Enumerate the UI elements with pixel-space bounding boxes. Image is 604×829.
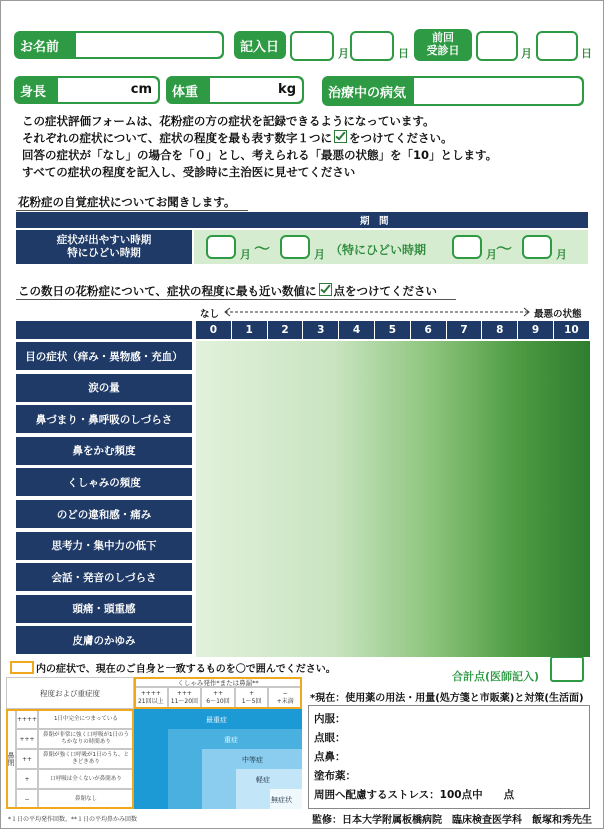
period-worst-label: （特にひどい時期 — [330, 243, 427, 257]
period-title-underline — [16, 210, 248, 211]
nasal-description: 1日中完全につまっている — [38, 709, 134, 729]
scale-column-3: 3 — [303, 321, 338, 339]
scale-column-0: 0 — [196, 321, 231, 339]
scale-column-9: 9 — [518, 321, 553, 339]
scale-question-b: 点をつけてください — [333, 284, 438, 298]
weight-label: 体重 — [172, 84, 199, 100]
prev-visit-label-1: 前回 — [432, 31, 454, 44]
record-month-input[interactable] — [290, 31, 334, 61]
legend-box-icon — [10, 661, 34, 674]
prev-month-unit: 月 — [521, 47, 532, 60]
scale-column-6: 6 — [411, 321, 446, 339]
checkmark-icon — [334, 130, 347, 143]
record-month-unit: 月 — [338, 47, 349, 60]
current-note: *現在：使用薬の用法・用量(処方箋と市販薬)と対策(生活面) — [310, 693, 584, 704]
prev-visit-label-2: 受診日 — [426, 44, 460, 57]
height-label: 身長 — [20, 84, 47, 100]
sneeze-title: くしゃみ発作*または鼻漏** — [134, 677, 302, 687]
scale-arrow — [222, 307, 532, 317]
symptom-label: 鼻づまり・鼻呼吸のしづらさ — [16, 405, 192, 433]
supervisor: 監修：日本大学附属板橋病院 臨床検査医学科 飯塚和秀先生 — [312, 815, 592, 826]
period-tilde-1: 〜 — [254, 239, 271, 258]
worst-start-month-input[interactable] — [452, 235, 482, 259]
prev-visit-label-box — [414, 29, 472, 61]
sneeze-count: 1〜5回 — [241, 698, 262, 705]
period-end-month-unit: 月 — [314, 248, 325, 261]
record-date-label-box — [234, 31, 286, 59]
nasal-description: 鼻閉が非常に強く口呼吸が1日のうちかなりの時間あり — [38, 729, 134, 749]
symptom-label: 思考力・集中力の低下 — [16, 532, 192, 560]
legend-text: 内の症状で、現在のご自身と一致するものを〇で囲んでください。 — [36, 664, 336, 675]
scale-column-8: 8 — [482, 321, 517, 339]
height-field[interactable] — [14, 76, 160, 104]
scale-question-underline — [16, 299, 456, 300]
period-header-bar — [16, 212, 588, 228]
symptom-label: 鼻をかむ頻度 — [16, 437, 192, 465]
total-label: 合計点(医師記入) — [452, 670, 540, 683]
severity-level-3: 軽症 — [256, 776, 270, 784]
severity-level-4: 無症状 — [271, 796, 292, 804]
total-score-input[interactable] — [550, 656, 584, 682]
sneeze-symbol: ++ — [212, 690, 224, 697]
record-day-unit: 日 — [398, 47, 409, 60]
disease-field[interactable] — [322, 76, 584, 106]
sneeze-count: 11〜20回 — [170, 698, 199, 705]
nasal-symbol: − — [16, 789, 38, 809]
nasal-description: 鼻閉なし — [38, 789, 134, 809]
severity-level-2: 中等症 — [242, 756, 263, 764]
symptom-label: 涙の量 — [16, 374, 192, 402]
scale-question-a: この数日の花粉症について、症状の程度に最も近い数値に — [18, 284, 317, 298]
symptom-label: 皮膚のかゆみ — [16, 626, 192, 654]
nasal-label: 鼻閉 — [6, 709, 16, 809]
scale-column-1: 1 — [232, 321, 267, 339]
scale-column-7: 7 — [447, 321, 482, 339]
weight-field[interactable] — [166, 76, 304, 104]
prev-day-input[interactable] — [536, 31, 578, 61]
nasal-symbol: ++++ — [16, 709, 38, 729]
record-day-input[interactable] — [350, 31, 394, 61]
sneeze-highlight — [134, 677, 302, 709]
symptom-label: のどの違和感・痛み — [16, 500, 192, 528]
disease-label: 治療中の病気 — [328, 85, 407, 101]
scale-none-label: なし — [200, 309, 220, 320]
instruction-line-2b: をつけてください。 — [349, 131, 453, 145]
severity-level-0: 最重症 — [206, 716, 227, 724]
scale-grid-background — [196, 341, 590, 657]
nasal-symbol: + — [16, 769, 38, 789]
height-unit: cm — [130, 82, 152, 97]
weight-unit: kg — [278, 82, 296, 97]
period-start-month-unit: 月 — [240, 248, 251, 261]
instruction-line-3: 回答の症状が「なし」の場合を「０」とし、考えられる「最悪の状態」を「10」とします。 — [22, 148, 498, 162]
symptom-label: 目の症状（痒み・異物感・充血） — [16, 342, 192, 370]
sneeze-symbol: − — [282, 690, 288, 697]
severity-level-1: 重症 — [224, 736, 238, 744]
medication-line: 塗布薬： — [314, 770, 356, 782]
severity-table — [6, 677, 304, 811]
scale-column-4: 4 — [339, 321, 374, 339]
instruction-line-2 — [22, 130, 453, 147]
scale-header-left — [16, 321, 192, 339]
medication-line: 点眼： — [314, 732, 346, 744]
symptom-label: くしゃみの頻度 — [16, 468, 192, 496]
medication-line: 内服： — [314, 713, 346, 725]
nasal-description: 口呼吸は全くないが鼻閉あり — [38, 769, 134, 789]
period-row-label — [16, 230, 192, 264]
period-section-title: 花粉症の自覚症状についてお聞きします。 — [18, 195, 236, 209]
sneeze-symbol: +++ — [176, 690, 192, 697]
scale-question — [18, 283, 437, 299]
severity-matrix — [134, 709, 302, 809]
instruction-line-4: すべての症状の程度を記入し、受診時に主治医に見せてください — [22, 165, 356, 179]
scale-column-10: 10 — [554, 321, 589, 339]
sneeze-symbol: ++++ — [140, 690, 161, 697]
medication-line: 周囲へ配慮するストレス：100点中 点 — [314, 789, 515, 801]
period-column-header: 期 間 — [360, 216, 389, 227]
period-row-label-1: 症状が出やすい時期 — [56, 234, 152, 246]
prev-day-unit: 日 — [581, 47, 592, 60]
symptom-label: 会話・発音のしづらさ — [16, 563, 192, 591]
severity-title: 程度および重症度 — [6, 677, 134, 709]
instruction-line-2a: それぞれの症状について、症状の程度を最も表す数字１つに — [22, 131, 333, 145]
record-date-label: 記入日 — [240, 39, 280, 55]
sneeze-count: 21回以上 — [137, 698, 164, 705]
checkmark-icon — [319, 283, 332, 296]
nasal-highlight — [6, 709, 134, 809]
period-tilde-2: 〜 — [496, 239, 513, 258]
period-row-label-2: 特にひどい時期 — [67, 247, 141, 259]
worst-end-month-unit: 月 — [556, 248, 567, 261]
scale-worst-label: 最悪の状態 — [534, 309, 582, 320]
name-label: お名前 — [20, 39, 60, 55]
instruction-line-1: この症状評価フォームは、花粉症の方の症状を記録できるようになっています。 — [22, 114, 435, 128]
nasal-description: 鼻閉が強く口呼吸が1日のうち、ときどきあり — [38, 749, 134, 769]
footnote: *１日の平均発作回数、**１日の平均鼻かみ回数 — [8, 816, 138, 823]
sneeze-count: 6〜10回 — [206, 698, 230, 705]
nasal-symbol: +++ — [16, 729, 38, 749]
sneeze-count: +未満 — [276, 698, 294, 705]
sneeze-symbol: + — [249, 690, 255, 697]
medication-line: 点鼻： — [314, 751, 346, 763]
period-end-month-input[interactable] — [280, 235, 310, 259]
scale-column-2: 2 — [268, 321, 303, 339]
prev-month-input[interactable] — [476, 31, 518, 61]
name-field[interactable] — [14, 31, 224, 59]
scale-column-5: 5 — [375, 321, 410, 339]
nasal-symbol: ++ — [16, 749, 38, 769]
worst-end-month-input[interactable] — [522, 235, 552, 259]
period-start-month-input[interactable] — [206, 235, 236, 259]
symptom-label: 頭痛・頭重感 — [16, 595, 192, 623]
worst-start-month-unit: 月 — [486, 248, 497, 261]
